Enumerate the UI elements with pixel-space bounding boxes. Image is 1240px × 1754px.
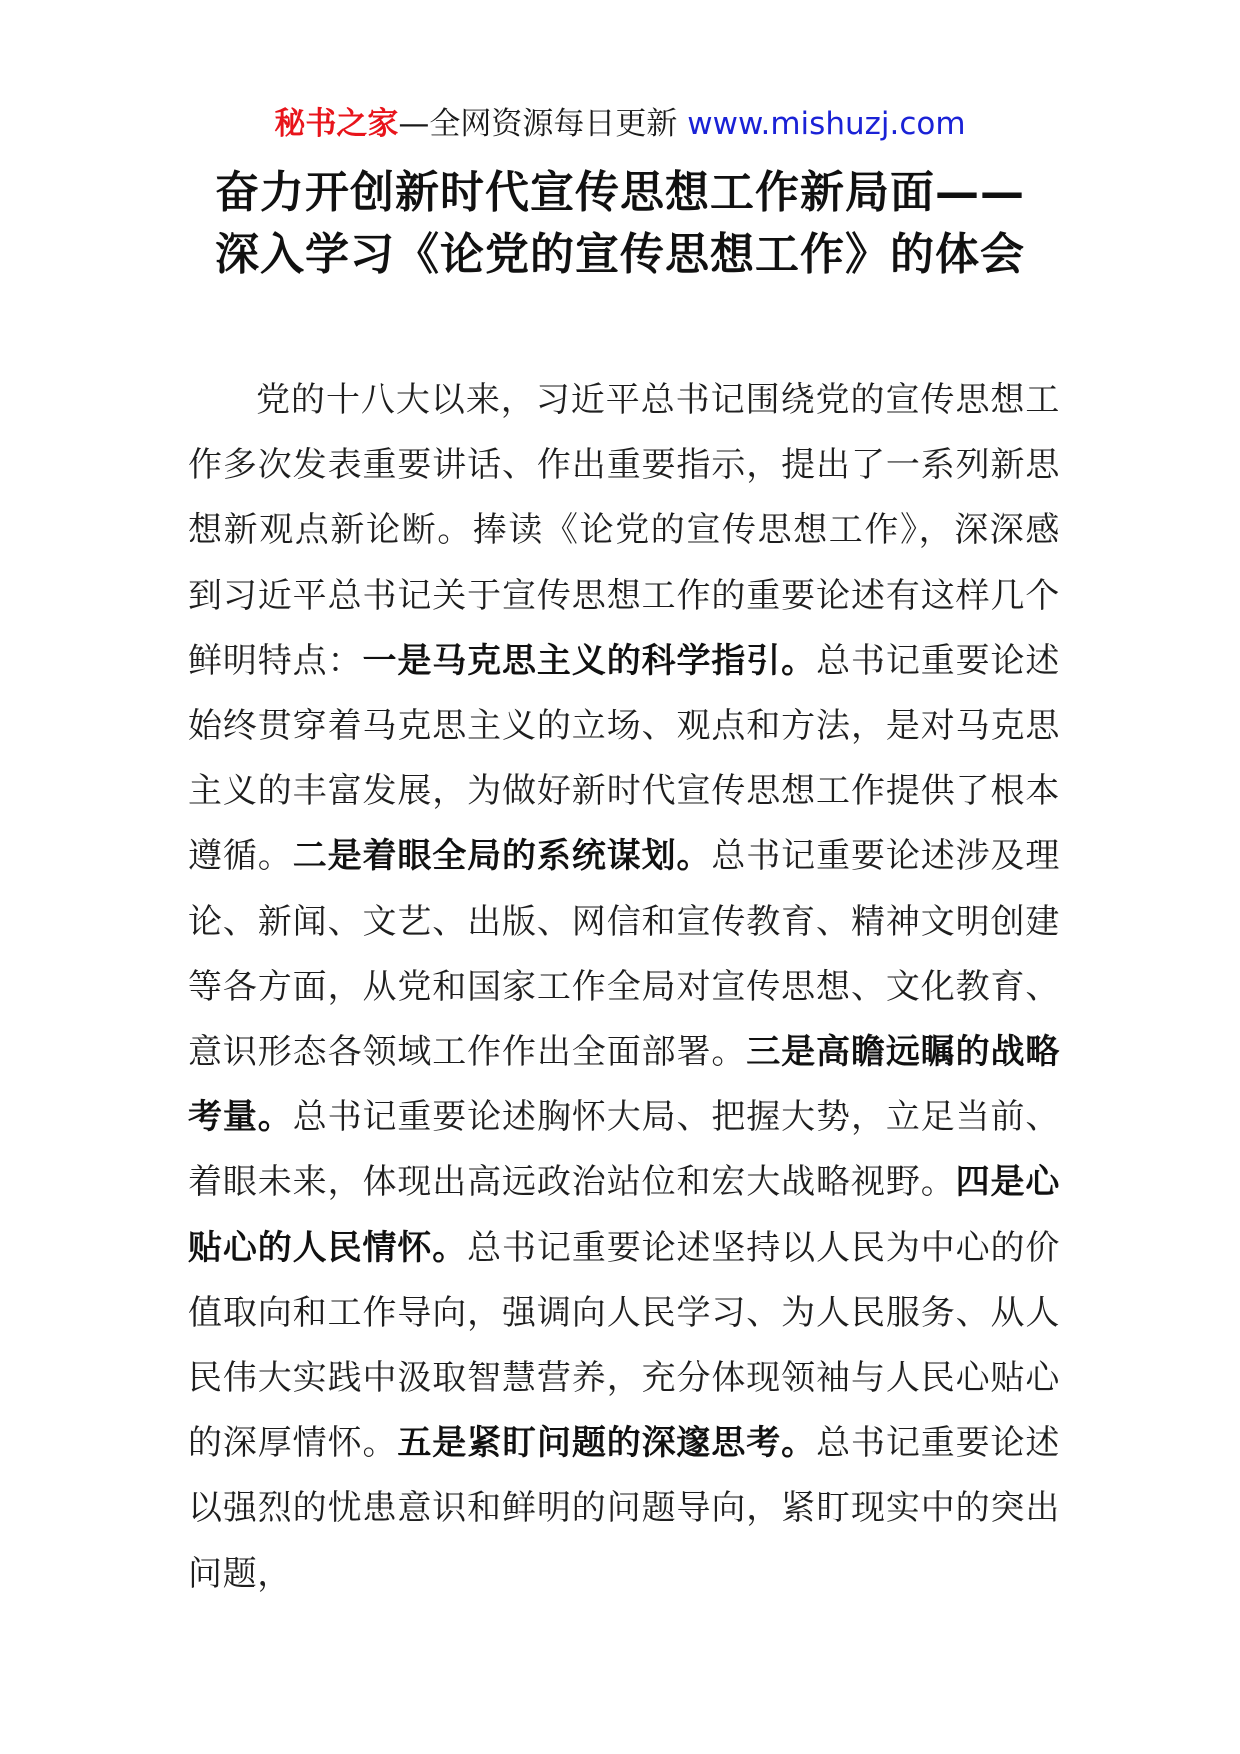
point-3-text: 总书记重要论述胸怀大局、把握大势，立足当前、着眼未来，体现出高远政治站位和宏大战略视野。 — [188, 1097, 1060, 1203]
point-2-text: 总书记重要论述涉及理论、新闻、文艺、出版、网信和宣传教育、精神文明创建等各方面，从党和国家工作全局对宣传思想、文化教育、意识形态各领域工作作出全面部署。 — [188, 836, 1061, 1073]
point-4-heading: 四是心贴心的人民情怀。 — [188, 1162, 1060, 1268]
title-line-1: 奋力开创新时代宣传思想工作新局面—— — [215, 167, 1025, 218]
site-brand: 秘书之家 — [274, 106, 399, 142]
point-1-heading: 一是马克思主义的科学指引。 — [362, 640, 817, 681]
site-header — [0, 104, 1240, 144]
point-5-heading: 五是紧盯问题的深邃思考。 — [397, 1423, 817, 1464]
point-1-text: 总书记重要论述始终贯穿着马克思主义的立场、观点和方法，是对马克思主义的丰富发展，为做好新时代宣传思想工作提供了根本遵循。 — [188, 640, 1061, 877]
body-paragraph — [188, 368, 1060, 1607]
title-line-2: 深入学习《论党的宣传思想工作》的体会 — [215, 229, 1025, 280]
point-3-heading: 三是高瞻远瞩的战略考量。 — [188, 1032, 1060, 1138]
site-url-link[interactable]: www.mishuzj.com — [687, 106, 966, 142]
site-tagline: —全网资源每日更新 — [398, 106, 688, 142]
point-5-text: 总书记重要论述以强烈的忧患意识和鲜明的问题导向，紧盯现实中的突出问题， — [188, 1423, 1061, 1594]
document-title — [0, 162, 1240, 286]
point-4-text: 总书记重要论述坚持以人民为中心的价值取向和工作导向，强调向人民学习、为人民服务、从人民伟大实践中汲取智慧营养，充分体现领袖与人民心贴心的深厚情怀。 — [188, 1227, 1060, 1464]
point-2-heading: 二是着眼全局的系统谋划。 — [292, 836, 712, 877]
intro-text: 党的十八大以来，习近平总书记围绕党的宣传思想工作多次发表重要讲话、作出重要指示，提出了一系列新思想新观点新论断。捧读《论党的宣传思想工作》，深深感到习近平总书记关于宣传思想工作的重要论述有这样几个鲜明特点： — [188, 380, 1060, 681]
